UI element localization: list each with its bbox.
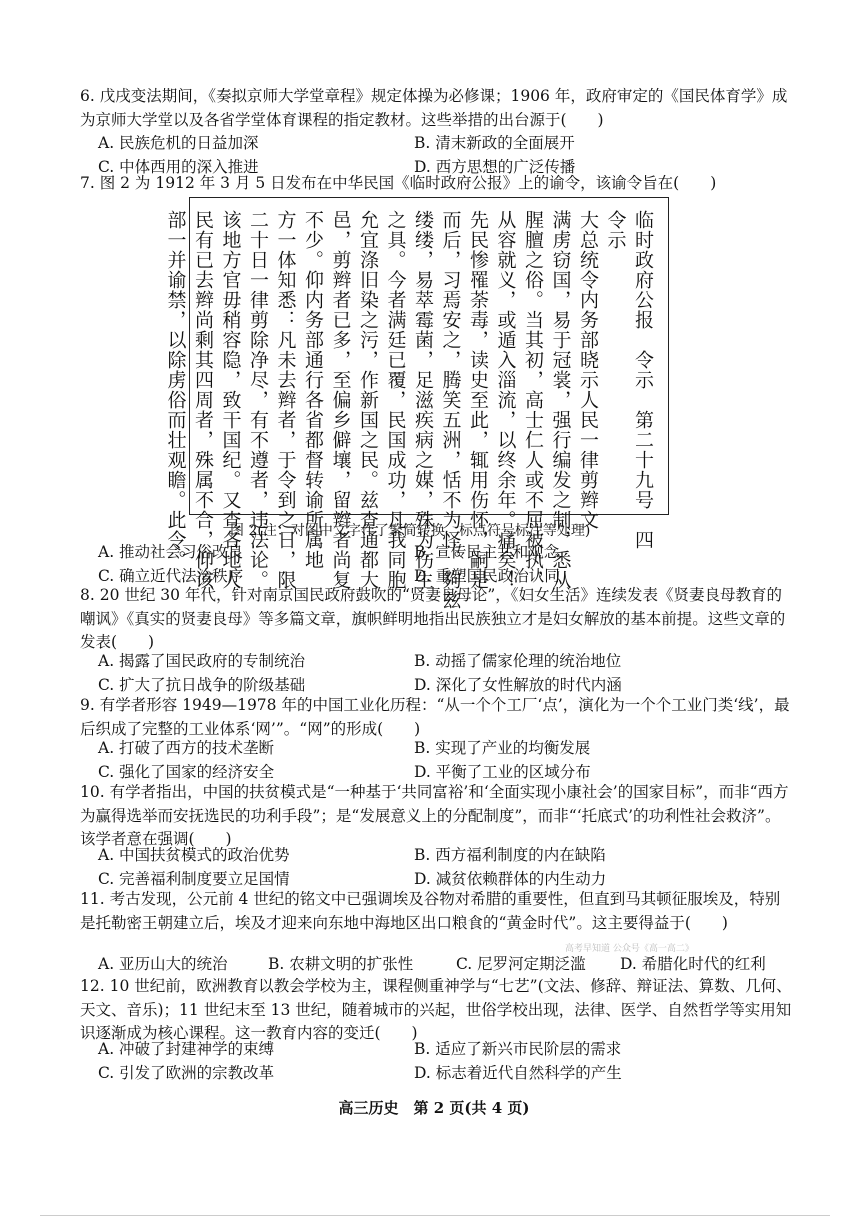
q7-option-d[interactable]: D. 重塑国民政治认同: [414, 566, 560, 585]
q8-option-a[interactable]: A. 揭露了国民政府的专制统治: [98, 652, 306, 670]
question-12-stem: 12. 10 世纪前，欧洲教育以教会学校为主，课程侧重神学与“七艺”(文法、修辞、辩证法、算数、几何、天文、音乐)；11 世纪末至 13 世纪，随着城市的兴起，世俗学校出现，法律、医学、自然哲学等实用知识逐渐成为核心课程。这一教育内容的变迁( ): [80, 977, 792, 1042]
q6-option-b[interactable]: B. 清末新政的全面展开: [414, 134, 575, 152]
q7-option-b[interactable]: B. 宣传民主共和观念: [414, 543, 560, 561]
q9-option-c[interactable]: C. 强化了国家的经济安全: [98, 762, 275, 781]
q9-option-d[interactable]: D. 平衡了工业的区域分布: [414, 762, 591, 781]
q10-option-c[interactable]: C. 完善福利制度要立足国情: [98, 869, 290, 888]
question-10-stem: 10. 有学者指出，中国的扶贫模式是“一种基于‘共同富裕’和‘全面实现小康社会’的国家目标”，而非“西方为赢得选举而安抚选民的功利手段”；是“发展意义上的分配制度”，而非“‘托底式’的功利性社会救济”。该学者意在强调( ): [80, 783, 789, 848]
q12-option-d[interactable]: D. 标志着近代自然科学的产生: [414, 1063, 622, 1082]
q8-option-d[interactable]: D. 深化了女性解放的时代内涵: [414, 675, 622, 694]
q7-option-c[interactable]: C. 确立近代法治秩序: [98, 566, 244, 585]
question-11-stem: 11. 考古发现，公元前 4 世纪的铭文中已强调埃及谷物对希腊的重要性，但直到马其顿征服埃及，特别是托勒密王朝建立后，埃及才迎来向东地中海地区出口粮食的“黄金时代”。这主要得益于( ): [80, 890, 781, 932]
q10-option-a[interactable]: A. 中国扶贫模式的政治优势: [98, 846, 290, 864]
q9-option-a[interactable]: A. 打破了西方的技术垄断: [98, 739, 275, 757]
watermark-text: 高考早知道 公众号《高一高二》: [565, 944, 694, 954]
q8-option-c[interactable]: C. 扩大了抗日战争的阶级基础: [98, 675, 306, 694]
q8-option-b[interactable]: B. 动摇了儒家伦理的统治地位: [414, 652, 622, 670]
q11-option-d[interactable]: D. 希腊化时代的红利: [620, 955, 766, 973]
q6-option-d[interactable]: D. 西方思想的广泛传播: [414, 157, 576, 176]
q11-option-b[interactable]: B. 农耕文明的扩张性: [268, 955, 414, 973]
q9-option-b[interactable]: B. 实现了产业的均衡发展: [414, 739, 591, 757]
q6-option-a[interactable]: A. 民族危机的日益加深: [98, 134, 259, 152]
question-7-stem: 7. 图 2 为 1912 年 3 月 5 日发布在中华民国《临时政府公报》上的谕令，该谕令旨在( ): [80, 174, 717, 192]
bottom-divider: [40, 1215, 830, 1216]
question-9-stem: 9. 有学者形容 1949—1978 年的中国工业化历程：“从一个个工厂‘点’，演化为一个个工业门类‘线’，最后织成了完整的工业体系‘网’”。“网”的形成( ): [80, 696, 790, 738]
q12-option-c[interactable]: C. 引发了欧洲的宗教改革: [98, 1063, 275, 1082]
q11-option-c[interactable]: C. 尼罗河定期泛滥: [456, 955, 586, 973]
q7-option-a[interactable]: A. 推动社会习俗改良: [98, 543, 244, 561]
q11-option-a[interactable]: A. 亚历山大的统治: [98, 955, 228, 973]
q10-option-d[interactable]: D. 减贫依赖群体的内生动力: [414, 869, 607, 888]
figure-caption: 图 2(注：对图中文字作了繁简转换、标点符号标注等处理): [230, 523, 591, 539]
q12-option-b[interactable]: B. 适应了新兴市民阶层的需求: [414, 1040, 622, 1058]
q12-option-a[interactable]: A. 冲破了封建神学的束缚: [98, 1040, 275, 1058]
question-6-stem: 6. 戊戌变法期间，《奏拟京师大学堂章程》规定体操为必修课；1906 年，政府审定的《国民体育学》成为京师大学堂以及各省学堂体育课程的指定教材。这些举措的出台源于( ): [80, 87, 788, 129]
q6-option-c[interactable]: C. 中体西用的深入推进: [98, 157, 259, 176]
q10-option-b[interactable]: B. 西方福利制度的内在缺陷: [414, 846, 606, 864]
page-footer: 高三历史 第 2 页(共 4 页): [338, 1099, 530, 1117]
question-8-stem: 8. 20 世纪 30 年代，针对南京国民政府鼓吹的“贤妻良母论”，《妇女生活》连续发表《贤妻良母教育的嘲讽》《真实的贤妻良母》等多篇文章，旗帜鲜明地指出民族独立才是妇女解放的基本前提。这些文章的发表( ): [80, 586, 786, 651]
edict-text: 临时政府公报 令示 第二十九号 四 令示 大总统令内务部晓示人民一律剪辫文 满虏窃国，易于冠裳，强行编发之制，悉从 腥膻之俗。当其初，高士仁人或不屈被执， 从容就义，或遁入淄流，以终余年。痛矣！ 先民惨罹荼毒，读史至此，辄用伤怀，嗣是 而后，习焉安之，腾笑五洲，恬不为怪。夠兹 缕缕，易萃霉菌，足滋疾病之媒，殊为伤生 之具。今者满廷已覆，民国成功，凡我同胞 允宜涤旧染之污，作新国之民。兹查通都大 邑，剪辫者已多，至偏乡僻壤，留辫者尚复 不少。仰内务部通行各省都督转谕所属地 方一体知悉：凡未去辫者，于令到之日，限 二十日一律剪除净尽，有不遵者，违法论。 该地方官毋稍容隐，致干国纪。又查各地人 民有已去辫尚剩其四周者，殊属不合，仰该 部一并谕禁，以除虏俗而壮观瞻。此令。: [164, 210, 654, 610]
